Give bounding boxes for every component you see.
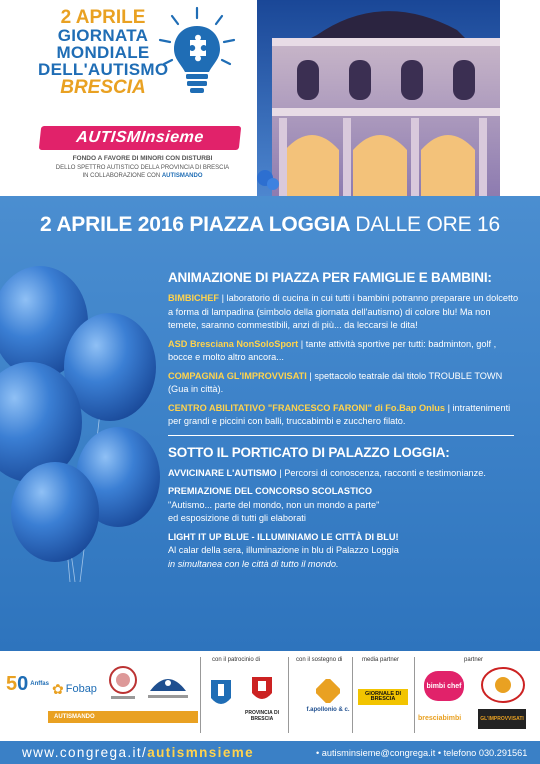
seal-logo-1 — [108, 665, 138, 701]
event-date-bold: 2 APRILE 2016 PIAZZA LOGGIA — [40, 213, 350, 236]
program-item-light-it-up-blue — [168, 531, 520, 572]
day-line-autismo: DELL'AUTISMO — [38, 60, 169, 79]
light-text: Al calar della sera, illuminazione in blu di Palazzo Loggia — [168, 545, 399, 555]
world-autism-day-title — [38, 8, 168, 97]
fobap-logo-text: Fobap — [65, 683, 97, 695]
website-link[interactable] — [22, 745, 254, 760]
seal-logo-2 — [146, 665, 190, 701]
section2-heading: SOTTO IL PORTICATO DI PALAZZO LOGGIA: — [168, 444, 450, 460]
label-partner: partner — [464, 657, 484, 663]
avvicinare-text: | Percorsi di conoscenza, racconti e testimonianze. — [279, 467, 486, 478]
program-item-bimbichef — [168, 292, 520, 333]
sponsor-divider — [200, 657, 201, 733]
giornale-logo-text: GIORNALE DI BRESCIA — [364, 690, 402, 702]
palazzo-loggia-illustration — [257, 0, 500, 196]
program-item-tag: ASD Bresciana NonSoloSport — [168, 338, 299, 349]
program-item-tag: COMPAGNIA GL'IMPROVVISATI — [168, 370, 307, 381]
avvicinare-tag: AVVICINARE L'AUTISMO — [168, 467, 277, 478]
premiazione-text: ed esposizione di tutti gli elaborati — [168, 513, 306, 523]
light-title: LIGHT IT UP BLUE - ILLUMINIAMO LE CITTÀ DI BLU! — [168, 531, 399, 542]
fondo-description — [40, 155, 245, 180]
header-area — [0, 0, 540, 196]
label-sostegno: con il sostegno di — [296, 657, 343, 663]
event-date-time: DALLE ORE 16 — [355, 213, 500, 236]
day-city: BRESCIA — [60, 77, 146, 98]
day-line-giornata: GIORNATA — [57, 26, 149, 45]
program-item-text: | spettacolo teatrale dal titolo TROUBLE TOWN (Gua in città). — [168, 370, 503, 394]
fondo-line-1: FONDO A FAVORE DI MINORI CON DISTURBI — [72, 155, 213, 162]
provincia-logo-text: PROVINCIA DI BRESCIA — [245, 710, 279, 722]
label-patrocinio: con il patrocinio di — [212, 657, 261, 663]
sponsor-divider — [288, 657, 289, 733]
label-media: media partner — [362, 657, 400, 663]
program-item-faroni — [168, 402, 520, 429]
program-item-avvicinare — [168, 467, 520, 481]
day-date: 2 APRILE — [60, 7, 146, 28]
website-prefix: www.congrega.it/ — [22, 745, 148, 760]
sponsors-strip — [0, 651, 540, 741]
palazzo-loggia-photo — [257, 0, 500, 196]
premiazione-quote: "Autismo... parte del mondo, non un mondo a parte" — [168, 499, 380, 510]
program-item-text: | tante attività sportive per tutti: badminton, golf , bocce e molto altro ancora... — [168, 338, 497, 362]
apollonio-logo-text: f.apollonio & c. — [306, 707, 350, 713]
lightbulb-puzzle-icon — [152, 4, 242, 104]
light-italic: in simultanea con le città di tutto il mondo. — [168, 558, 339, 569]
fondo-collab-autismando: AUTISMANDO — [161, 172, 203, 179]
program-item-nonsolosport — [168, 338, 520, 365]
provincia-brescia-logo — [246, 673, 278, 709]
apollonio-logo — [316, 679, 340, 703]
anffas-logo-text: Anffas — [30, 681, 49, 687]
contact-info: • autisminsieme@congrega.it • telefono 030.291561 — [316, 747, 528, 758]
website-accent: autismnsieme — [147, 745, 255, 760]
footer — [0, 741, 540, 764]
sponsor-divider — [414, 657, 415, 733]
day-line-mondiale: MONDIALE — [56, 43, 150, 62]
program-item-text: | laboratorio di cucina in cui tutti i bambini potranno preparare un dolcetto a forma di lampadina (simbolo della giornata dell'autismo) di colore blu! Ma non temete, saranno commestibili, anzi di più... da leccarsi le dita! — [168, 293, 519, 330]
program-item-text: | intrattenimenti per grandi e piccini con balli, truccabimbi e zucchero filato. — [168, 402, 511, 426]
improvvisati-logo — [478, 709, 526, 729]
fobap-logo: ✿ Fobap — [52, 680, 97, 697]
event-date-line — [0, 213, 540, 237]
premiazione-title: PREMIAZIONE DEL CONCORSO SCOLASTICO — [168, 486, 373, 496]
asd-bresciana-logo — [480, 665, 526, 705]
bimbochef-logo — [424, 671, 464, 701]
program-item-tag: CENTRO ABILITATIVO "FRANCESCO FARONI" di Fo.Bap Onlus — [168, 402, 446, 413]
sponsor-divider — [352, 657, 353, 733]
section1-heading: ANIMAZIONE DI PIAZZA PER FAMIGLIE E BAMBINI: — [168, 270, 492, 285]
program-item-premiazione — [168, 485, 520, 526]
fondo-line-3 — [40, 172, 245, 180]
autismando-logo — [48, 711, 198, 723]
event-program — [168, 270, 520, 576]
giornale-di-brescia-logo — [358, 689, 408, 705]
improvvisati-logo-text: GL'IMPROVVISATI — [480, 716, 524, 722]
autisminsieme-logo — [39, 126, 242, 150]
program-item-improvvisati — [168, 370, 520, 397]
section-divider — [168, 435, 514, 436]
fondo-collab-prefix: IN COLLABORAZIONE CON — [82, 172, 161, 179]
anffas-logo: 5 0 Anffas — [6, 672, 49, 695]
bresciabimbi-logo-text: bresciabimbi — [418, 715, 462, 722]
autismando-logo-text: AUTISMANDO — [54, 714, 95, 720]
bimbochef-logo-text: bimbi chef — [426, 682, 462, 690]
autisminsieme-logo-text: AUTISMInsieme — [75, 129, 205, 146]
comune-brescia-logo — [206, 675, 236, 715]
blue-balloons-illustration — [0, 262, 170, 582]
fondo-line-2: DELLO SPETTRO AUTISTICO DELLA PROVINCIA DI BRESCIA — [55, 164, 230, 171]
program-item-tag: BIMBICHEF — [168, 293, 220, 303]
